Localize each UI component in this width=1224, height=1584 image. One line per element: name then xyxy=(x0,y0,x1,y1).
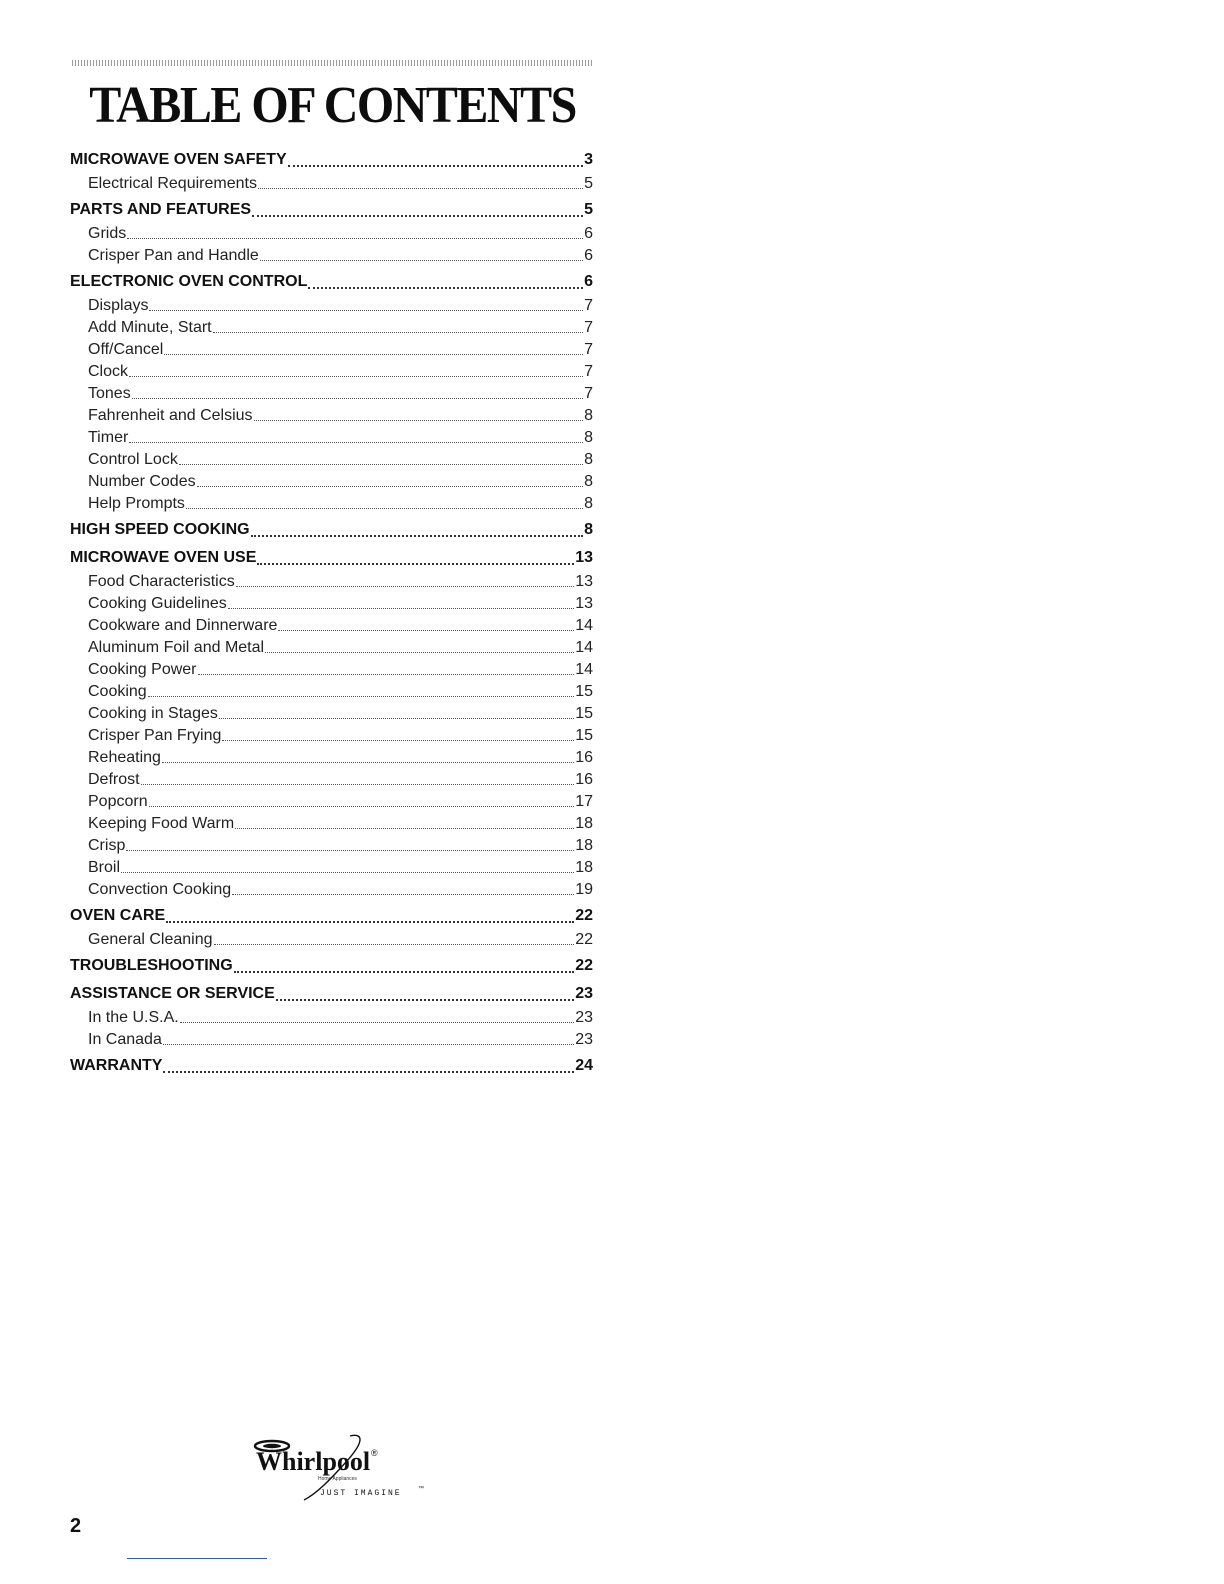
toc-entry-label: In Canada xyxy=(88,1031,162,1048)
toc-entry-label: HIGH SPEED COOKING xyxy=(70,521,250,538)
toc-subentry[interactable] xyxy=(70,879,593,901)
toc-entry-label: General Cleaning xyxy=(88,931,213,948)
toc-entry-label: Tones xyxy=(88,385,131,402)
toc-entry-page: 7 xyxy=(584,385,593,402)
toc-entry-page: 8 xyxy=(584,429,593,446)
toc-subentry[interactable] xyxy=(70,929,593,951)
dot-leader xyxy=(149,806,575,807)
toc-entry-label: Timer xyxy=(88,429,129,446)
page-title: TABLE OF CONTENTS xyxy=(89,76,576,135)
toc-entry-label: Add Minute, Start xyxy=(88,319,212,336)
dot-leader xyxy=(213,332,583,333)
toc-entry-page: 8 xyxy=(584,407,593,424)
toc-entry-label: Displays xyxy=(88,297,149,314)
dot-leader xyxy=(198,674,575,675)
toc-entry-label: Cooking xyxy=(88,683,147,700)
toc-subentry[interactable] xyxy=(70,383,593,405)
toc-entry-label: OVEN CARE xyxy=(70,907,166,924)
toc-subentry[interactable] xyxy=(70,245,593,267)
toc-entry-label: Grids xyxy=(88,225,127,242)
toc-subentry[interactable] xyxy=(70,295,593,317)
dot-leader xyxy=(163,1071,574,1073)
dot-leader xyxy=(166,921,574,923)
dot-leader xyxy=(276,999,574,1001)
toc-entry-label: Help Prompts xyxy=(88,495,185,512)
toc-entry-label: ASSISTANCE OR SERVICE xyxy=(70,985,275,1002)
toc-subentry[interactable] xyxy=(70,571,593,593)
toc-subentry[interactable] xyxy=(70,813,593,835)
dot-leader xyxy=(121,872,574,873)
toc-section-entry[interactable] xyxy=(70,267,593,295)
toc-entry-label: Cooking in Stages xyxy=(88,705,218,722)
dot-leader xyxy=(129,442,583,443)
toc-entry-label: TROUBLESHOOTING xyxy=(70,957,233,974)
dot-leader xyxy=(148,696,575,697)
toc-entry-label: Convection Cooking xyxy=(88,881,232,898)
toc-subentry[interactable] xyxy=(70,791,593,813)
toc-subentry[interactable] xyxy=(70,427,593,449)
toc-entry-page: 3 xyxy=(584,151,593,168)
toc-entry-page: 5 xyxy=(584,201,593,218)
toc-entry-label: Crisp xyxy=(88,837,126,854)
toc-entry-page: 13 xyxy=(575,573,593,590)
dot-leader xyxy=(260,260,583,261)
toc-subentry[interactable] xyxy=(70,681,593,703)
toc-subentry[interactable] xyxy=(70,637,593,659)
page-number: 2 xyxy=(70,1515,82,1537)
toc-subentry[interactable] xyxy=(70,769,593,791)
toc-subentry[interactable] xyxy=(70,223,593,245)
toc-subentry[interactable] xyxy=(70,835,593,857)
toc-entry-page: 7 xyxy=(584,341,593,358)
toc-entry-page: 15 xyxy=(575,727,593,744)
toc-entry-page: 16 xyxy=(575,771,593,788)
toc-entry-page: 8 xyxy=(584,495,593,512)
dot-leader xyxy=(232,894,574,895)
toc-entry-page: 15 xyxy=(575,683,593,700)
toc-entry-page: 7 xyxy=(584,297,593,314)
dot-leader xyxy=(265,652,574,653)
toc-entry-page: 14 xyxy=(575,639,593,656)
toc-entry-page: 8 xyxy=(584,521,593,538)
toc-entry-page: 14 xyxy=(575,661,593,678)
toc-entry-page: 14 xyxy=(575,617,593,634)
toc-entry-label: Clock xyxy=(88,363,129,380)
toc-entry-label: Aluminum Foil and Metal xyxy=(88,639,265,656)
toc-entry-page: 22 xyxy=(575,957,593,974)
toc-entry-page: 15 xyxy=(575,705,593,722)
toc-entry-label: Cooking Power xyxy=(88,661,197,678)
toc-entry-label: MICROWAVE OVEN SAFETY xyxy=(70,151,287,168)
dot-leader xyxy=(129,376,583,377)
toc-entry-label: Number Codes xyxy=(88,473,196,490)
table-of-contents xyxy=(70,145,593,1079)
dot-leader xyxy=(127,238,583,239)
toc-entry-label: Cookware and Dinnerware xyxy=(88,617,278,634)
dot-leader xyxy=(149,310,583,311)
toc-subentry[interactable] xyxy=(70,593,593,615)
dot-leader xyxy=(254,420,584,421)
toc-entry-page: 13 xyxy=(575,595,593,612)
toc-subentry[interactable] xyxy=(70,449,593,471)
toc-section-entry[interactable] xyxy=(70,145,593,173)
toc-entry-label: Broil xyxy=(88,859,121,876)
toc-entry-page: 13 xyxy=(575,549,593,566)
toc-entry-label: Crisper Pan Frying xyxy=(88,727,222,744)
toc-section-entry[interactable] xyxy=(70,543,593,571)
toc-entry-page: 22 xyxy=(575,931,593,948)
toc-entry-page: 17 xyxy=(575,793,593,810)
toc-entry-page: 6 xyxy=(584,273,593,290)
toc-entry-page: 23 xyxy=(575,985,593,1002)
dot-leader xyxy=(164,354,583,355)
footer-rule xyxy=(127,1558,267,1559)
toc-entry-label: PARTS AND FEATURES xyxy=(70,201,252,218)
toc-entry-label: Food Characteristics xyxy=(88,573,235,590)
dot-leader xyxy=(222,740,574,741)
toc-subentry[interactable] xyxy=(70,405,593,427)
dot-leader xyxy=(163,1044,574,1045)
toc-subentry[interactable] xyxy=(70,1029,593,1051)
toc-entry-label: Cooking Guidelines xyxy=(88,595,227,612)
logo-registered: ® xyxy=(371,1448,378,1458)
toc-entry-page: 16 xyxy=(575,749,593,766)
logo-subtitle: Home Appliances xyxy=(318,1476,357,1482)
dot-leader xyxy=(234,971,575,973)
dot-leader xyxy=(278,630,574,631)
toc-entry-label: Fahrenheit and Celsius xyxy=(88,407,253,424)
toc-entry-page: 7 xyxy=(584,319,593,336)
toc-entry-label: MICROWAVE OVEN USE xyxy=(70,549,257,566)
toc-entry-page: 18 xyxy=(575,837,593,854)
dot-leader xyxy=(228,608,574,609)
dot-leader xyxy=(257,563,574,565)
toc-entry-page: 8 xyxy=(584,473,593,490)
toc-entry-page: 6 xyxy=(584,225,593,242)
toc-subentry[interactable] xyxy=(70,725,593,747)
dot-leader xyxy=(308,287,583,289)
toc-entry-page: 22 xyxy=(575,907,593,924)
dot-leader xyxy=(141,784,575,785)
toc-entry-page: 5 xyxy=(584,175,593,192)
toc-entry-page: 24 xyxy=(575,1057,593,1074)
dot-leader xyxy=(288,165,583,167)
toc-subentry[interactable] xyxy=(70,173,593,195)
toc-subentry[interactable] xyxy=(70,703,593,725)
toc-subentry[interactable] xyxy=(70,471,593,493)
toc-entry-page: 23 xyxy=(575,1009,593,1026)
toc-entry-label: Off/Cancel xyxy=(88,341,164,358)
toc-entry-label: Reheating xyxy=(88,749,161,766)
dot-leader xyxy=(219,718,574,719)
toc-entry-label: ELECTRONIC OVEN CONTROL xyxy=(70,273,308,290)
dot-leader xyxy=(126,850,574,851)
toc-section-entry[interactable] xyxy=(70,195,593,223)
toc-subentry[interactable] xyxy=(70,339,593,361)
toc-entry-label: Popcorn xyxy=(88,793,148,810)
toc-subentry[interactable] xyxy=(70,1007,593,1029)
whirlpool-logo xyxy=(250,1430,440,1502)
toc-section-entry[interactable] xyxy=(70,515,593,543)
toc-entry-page: 7 xyxy=(584,363,593,380)
toc-section-entry[interactable] xyxy=(70,901,593,929)
toc-entry-label: Crisper Pan and Handle xyxy=(88,247,259,264)
dot-leader xyxy=(162,762,574,763)
dot-leader xyxy=(186,508,583,509)
toc-entry-page: 18 xyxy=(575,859,593,876)
toc-entry-label: WARRANTY xyxy=(70,1057,163,1074)
dot-leader xyxy=(180,1022,574,1023)
toc-section-entry[interactable] xyxy=(70,979,593,1007)
logo-tagline: JUST IMAGINE xyxy=(320,1489,402,1498)
toc-subentry[interactable] xyxy=(70,857,593,879)
toc-entry-page: 23 xyxy=(575,1031,593,1048)
toc-entry-page: 18 xyxy=(575,815,593,832)
dot-leader xyxy=(197,486,583,487)
toc-entry-label: Control Lock xyxy=(88,451,178,468)
toc-subentry[interactable] xyxy=(70,659,593,681)
dot-leader xyxy=(179,464,583,465)
logo-trademark: ™ xyxy=(418,1486,424,1492)
dot-leader xyxy=(252,215,583,217)
dot-leader xyxy=(235,828,574,829)
toc-subentry[interactable] xyxy=(70,493,593,515)
toc-entry-page: 8 xyxy=(584,451,593,468)
toc-entry-label: Defrost xyxy=(88,771,140,788)
toc-section-entry[interactable] xyxy=(70,1051,593,1079)
logo-brand: Whirlpool xyxy=(256,1447,371,1476)
dot-leader xyxy=(214,944,575,945)
toc-entry-label: In the U.S.A. xyxy=(88,1009,179,1026)
toc-subentry[interactable] xyxy=(70,747,593,769)
toc-entry-label: Keeping Food Warm xyxy=(88,815,235,832)
toc-entry-label: Electrical Requirements xyxy=(88,175,257,192)
dot-leader xyxy=(258,188,583,189)
toc-entry-page: 19 xyxy=(575,881,593,898)
dot-leader xyxy=(251,535,584,537)
dot-leader xyxy=(236,586,574,587)
toc-subentry[interactable] xyxy=(70,317,593,339)
toc-entry-page: 6 xyxy=(584,247,593,264)
toc-section-entry[interactable] xyxy=(70,951,593,979)
toc-subentry[interactable] xyxy=(70,361,593,383)
dot-leader xyxy=(132,398,583,399)
toc-subentry[interactable] xyxy=(70,615,593,637)
top-dotted-rule xyxy=(72,60,593,66)
